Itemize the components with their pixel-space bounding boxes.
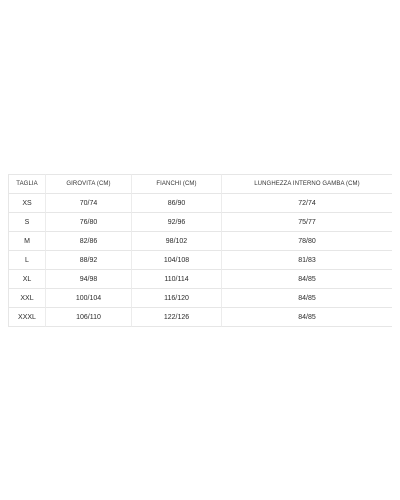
cell-waist: 94/98 bbox=[46, 270, 132, 289]
cell-hips: 98/102 bbox=[132, 232, 222, 251]
cell-inseam: 84/85 bbox=[222, 270, 392, 289]
header-inseam: LUNGHEZZA INTERNO GAMBA (CM) bbox=[222, 174, 392, 194]
cell-hips: 116/120 bbox=[132, 289, 222, 308]
cell-waist: 100/104 bbox=[46, 289, 132, 308]
table-row bbox=[8, 213, 392, 232]
cell-waist: 82/86 bbox=[46, 232, 132, 251]
cell-size: S bbox=[8, 213, 46, 232]
table-row bbox=[8, 270, 392, 289]
cell-size: XXL bbox=[8, 289, 46, 308]
cell-inseam: 75/77 bbox=[222, 213, 392, 232]
cell-size: M bbox=[8, 232, 46, 251]
cell-inseam: 72/74 bbox=[222, 194, 392, 213]
cell-hips: 122/126 bbox=[132, 308, 222, 327]
header-hips: FIANCHI (CM) bbox=[132, 174, 222, 194]
cell-inseam: 84/85 bbox=[222, 308, 392, 327]
table-row bbox=[8, 251, 392, 270]
table-row bbox=[8, 232, 392, 251]
table-row bbox=[8, 194, 392, 213]
size-chart-table bbox=[8, 174, 392, 327]
cell-inseam: 81/83 bbox=[222, 251, 392, 270]
cell-hips: 86/90 bbox=[132, 194, 222, 213]
header-row bbox=[8, 174, 392, 194]
cell-hips: 104/108 bbox=[132, 251, 222, 270]
cell-inseam: 78/80 bbox=[222, 232, 392, 251]
table-row bbox=[8, 308, 392, 327]
cell-waist: 106/110 bbox=[46, 308, 132, 327]
table-row bbox=[8, 289, 392, 308]
cell-size: XS bbox=[8, 194, 46, 213]
cell-size: XL bbox=[8, 270, 46, 289]
cell-waist: 88/92 bbox=[46, 251, 132, 270]
cell-inseam: 84/85 bbox=[222, 289, 392, 308]
cell-hips: 110/114 bbox=[132, 270, 222, 289]
cell-size: L bbox=[8, 251, 46, 270]
header-waist: GIROVITA (CM) bbox=[46, 174, 132, 194]
cell-waist: 76/80 bbox=[46, 213, 132, 232]
header-size: TAGLIA bbox=[8, 174, 46, 194]
cell-waist: 70/74 bbox=[46, 194, 132, 213]
cell-hips: 92/96 bbox=[132, 213, 222, 232]
cell-size: XXXL bbox=[8, 308, 46, 327]
